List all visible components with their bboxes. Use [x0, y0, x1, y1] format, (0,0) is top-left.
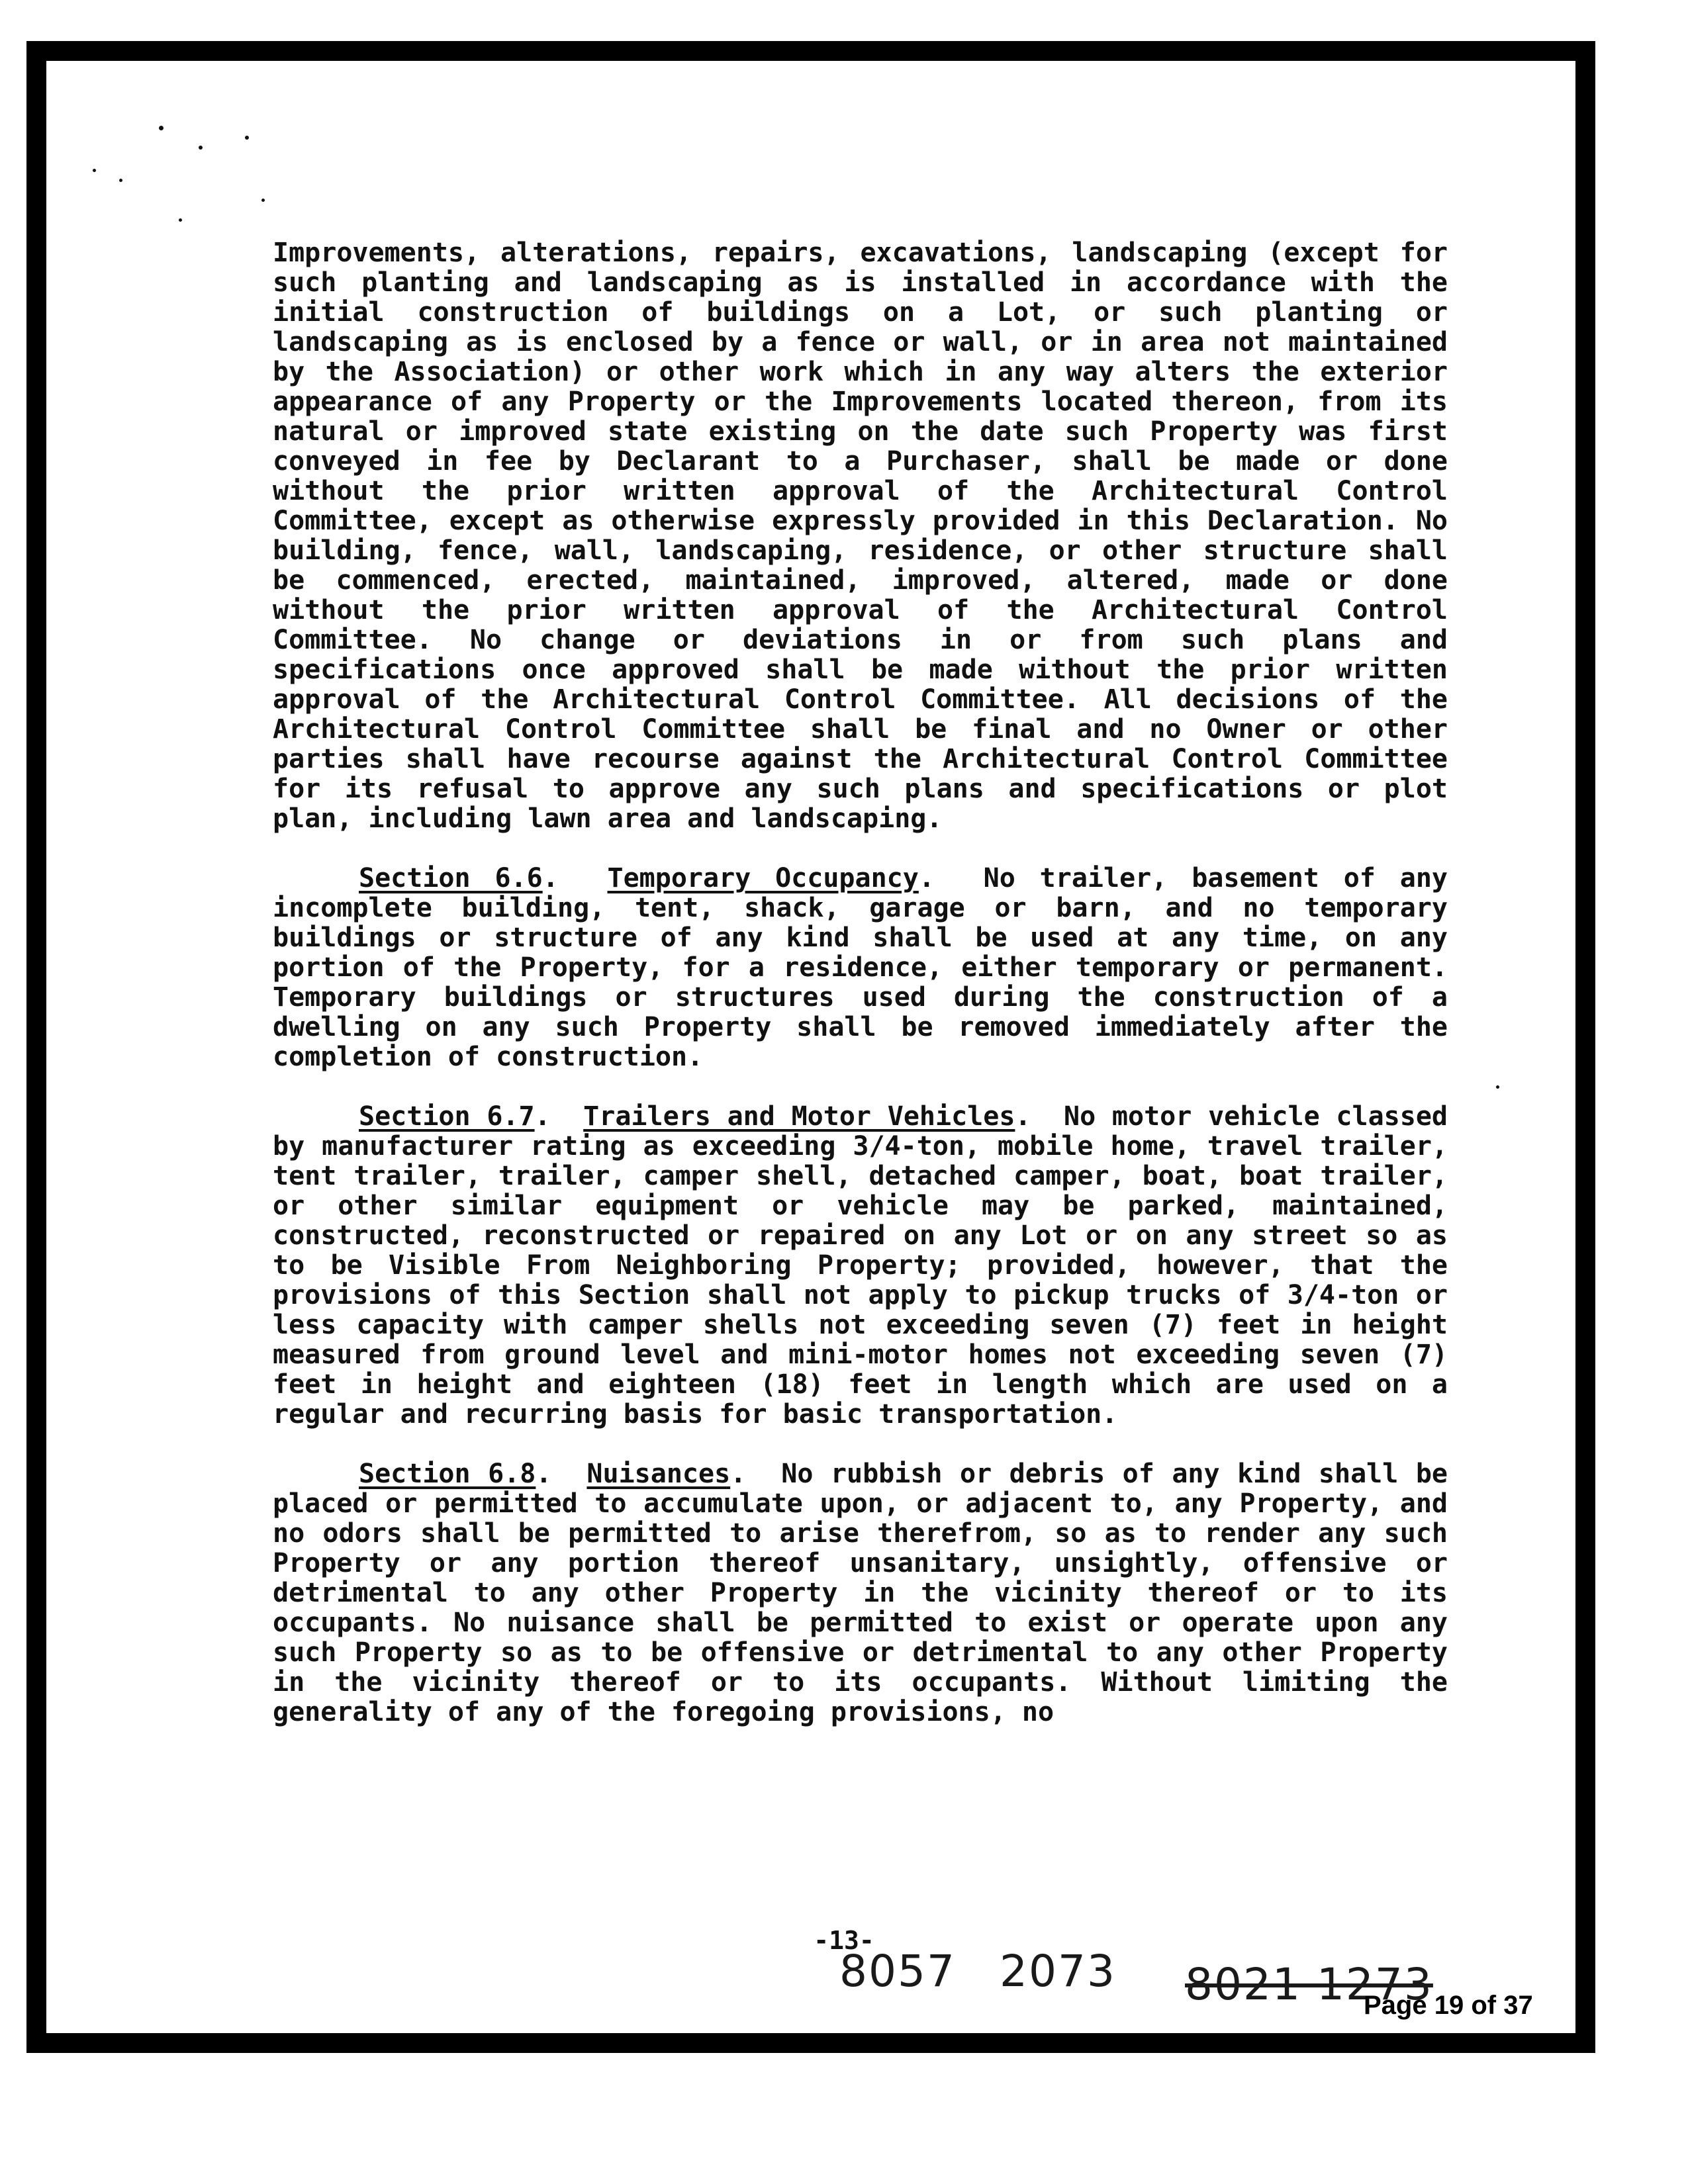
section-6-6: Section 6.6. Temporary Occupancy. No trailer, basement of any incomplete building, tent, shack, garage or barn, and no temporary buildings or structure of any kind shall be used at any time, on any portion of the Property, for a residence, either temporary or permanent. Temporary buildings or structures used during the construction of a dwelling on any such Property shall be removed immediately after the completion of construction.	[273, 863, 1448, 1072]
scan-border-bottom	[26, 2033, 1595, 2053]
page-number: -13-	[814, 1926, 874, 1955]
section-text: No trailer, basement of any incomplete building, tent, shack, garage or barn, and no temporary buildings or structure of any kind shall be used at any time, on any portion of the Property, for a residence, either temporary or permanent. Temporary buildings or structures used during the construction of a dwelling on any such Property shall be removed immediately after the completion of construction.	[273, 863, 1448, 1072]
section-number: Section 6.7	[359, 1101, 535, 1132]
recording-book: 8057	[839, 1946, 956, 1997]
section-text: No motor vehicle classed by manufacturer rating as exceeding 3/4-ton, mobile home, travel trailer, tent trailer, trailer, camper shell, detached camper, boat, boat trailer, or other similar equipment or vehicle may be parked, maintained, constructed, reconstructed or repaired on any Lot or on any street so as to be Visible From Neighboring Property; provided, however, that the provisions of this Section shall not apply to pickup trucks of 3/4-ton or less capacity with camper shells not exceeding seven (7) feet in height measured from ground level and mini-motor homes not exceeding seven (7) feet in height and eighteen (18) feet in length which are used on a regular and recurring basis for basic transportation.	[273, 1101, 1448, 1430]
scan-border-left	[26, 41, 46, 2053]
section-number: Section 6.8	[359, 1459, 536, 1489]
scan-border-top	[26, 41, 1595, 61]
scan-speck	[119, 179, 122, 182]
section-title: Trailers and Motor Vehicles	[583, 1101, 1015, 1132]
section-text: No rubbish or debris of any kind shall be placed or permitted to accumulate upon, or adjacent to, any Property, and no odors shall be permitted to arise therefrom, so as to render any such Property or any portion thereof unsanitary, unsightly, offensive or detrimental to any other Property in the vicinity thereof or to its occupants. No nuisance shall be permitted to exist or operate upon any such Property so as to be offensive or detrimental to any other Property in the vicinity thereof or to its occupants. Without limiting the generality of any of the foregoing provisions, no	[273, 1459, 1448, 1727]
scan-speck	[159, 126, 164, 130]
scan-speck	[179, 218, 182, 222]
paragraph-continuation: Improvements, alterations, repairs, excavations, landscaping (except for such planting and landscaping as is installed in accordance with the initial construction of buildings on a Lot, or such planting or landscaping as is enclosed by a fence or wall, or in area not maintained by the Association) or other work which in any way alters the exterior appearance of any Property or the Improvements located thereon, from its natural or improved state existing on the date such Property was first conveyed in fee by Declarant to a Purchaser, shall be made or done without the prior written approval of the Architectural Control Committee, except as otherwise expressly provided in this Declaration. No building, fence, wall, landscaping, residence, or other structure shall be commenced, erected, maintained, improved, altered, made or done without the prior written approval of the Architectural Control Committee. No change or deviations in or from such plans and specifications once approved shall be made without the prior written approval of the Architectural Control Committee. All decisions of the Architectural Control Committee shall be final and no Owner or other parties shall have recourse against the Architectural Control Committee for its refusal to approve any such plans and specifications or plot plan, including lawn area and landscaping.	[273, 238, 1448, 834]
section-number: Section 6.6	[359, 863, 543, 893]
recording-page: 2073	[1000, 1946, 1116, 1997]
section-6-8: Section 6.8. Nuisances. No rubbish or debris of any kind shall be placed or permitted to accumulate upon, or adjacent to, any Property, and no odors shall be permitted to arise therefrom, so as to render any such Property or any portion thereof unsanitary, unsightly, offensive or detrimental to any other Property in the vicinity thereof or to its occupants. No nuisance shall be permitted to exist or operate upon any such Property so as to be offensive or detrimental to any other Property in the vicinity thereof or to its occupants. Without limiting the generality of any of the foregoing provisions, no	[273, 1459, 1448, 1727]
page-of-indicator: Page 19 of 37	[1364, 1991, 1533, 2020]
scan-speck	[93, 169, 96, 172]
scan-speck	[1496, 1085, 1499, 1089]
scan-speck	[245, 136, 249, 140]
section-title: Nuisances	[586, 1459, 731, 1489]
old-recording-struck: 8021 1273	[1185, 1959, 1433, 2010]
scan-border-right	[1575, 41, 1595, 2053]
scan-speck	[199, 146, 203, 150]
section-6-7: Section 6.7. Trailers and Motor Vehicles. No motor vehicle classed by manufacturer rating as exceeding 3/4-ton, mobile home, travel trailer, tent trailer, trailer, camper shell, detached camper, boat, boat trailer, or other similar equipment or vehicle may be parked, maintained, constructed, reconstructed or repaired on any Lot or on any street so as to be Visible From Neighboring Property; provided, however, that the provisions of this Section shall not apply to pickup trucks of 3/4-ton or less capacity with camper shells not exceeding seven (7) feet in height measured from ground level and mini-motor homes not exceeding seven (7) feet in height and eighteen (18) feet in length which are used on a regular and recurring basis for basic transportation.	[273, 1101, 1448, 1430]
scan-speck	[261, 199, 265, 202]
document-body	[273, 238, 1448, 1757]
section-title: Temporary Occupancy	[607, 863, 919, 893]
